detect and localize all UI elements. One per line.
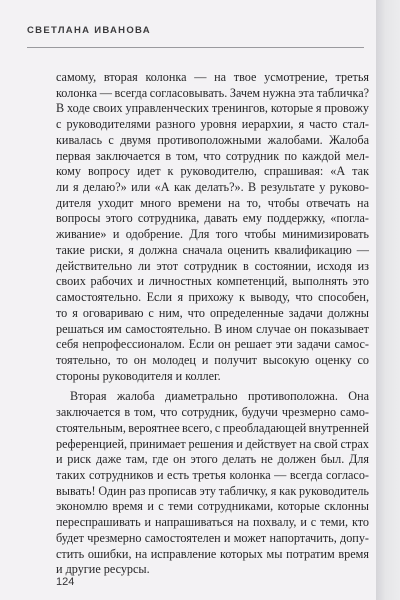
text-line: действительно ли этот сотрудник в состоянии, исходя из [56,258,369,273]
text-line: такие риски, я должна сначала оценить квалификацию — [56,242,369,257]
text-line: переспрашивать и напрашиваться на похвалу, и с теми, кто [56,515,369,530]
page-number: 124 [56,576,75,588]
text-line: и другие ресурсы. [56,562,150,577]
text-line: ли я делаю?» или «А как делать?». В результате у руково- [56,180,369,195]
text-line: стороны руководителя и коллег. [56,368,221,383]
text-line: своих рабочих и личностных компетенций, выполнять это [56,274,369,289]
text-line: В ходе своих управленческих тренингов, которые я провожу [56,101,370,116]
text-line: экономлю время и с теми сотрудниками, которые склонны [56,499,369,514]
text-line: вопросы этого сотрудника, давать ему поддержку, «погла- [56,211,369,226]
text-line: кивалась с двумя противоположными жалобами. Жалоба [56,132,369,147]
text-line: себя непрофессионалом. Если он решает эти задачи самос- [56,337,369,352]
paragraph-1 [56,70,369,384]
header-rule [27,47,364,48]
text-line: первая заключается в том, что сотрудник по каждой мел- [56,148,369,163]
text-line: дителя уходит много времени на то, чтобы отвечать на [56,195,369,210]
text-line: стоятельным, вероятнее всего, с преобладающей внутренней [56,420,370,435]
body-text [56,70,369,578]
text-line: решаться им самостоятельно. В ином случае он показывает [56,321,369,336]
text-line: таких сотрудников и есть третья колонка — всегда согласо- [56,467,369,482]
text-line: то я оговариваю с ним, что определенные задачи должны [56,305,369,320]
paragraph-2 [56,389,369,578]
text-line: будет чрезмерно самостоятелен и может напортачить, допу- [56,530,369,545]
text-line: самому, вторая колонка — на твое усмотрение, третья [56,70,369,84]
text-line: кому вопросу идет к руководителю, спрашивая: «А так [56,164,369,179]
text-line: вывать! Один раз прописав эту табличку, я как руководитель [56,483,369,498]
page-edge-shadow [376,0,400,600]
text-line: стить ошибки, на исправление которых мы потратим время [56,546,369,561]
text-line: референцией, принимает решения и действует на свой страх [56,436,369,451]
running-head-author: СВЕТЛАНА ИВАНОВА [27,25,151,36]
text-line: живание» и одобрение. Для того чтобы минимизировать [56,227,369,242]
text-line: Вторая жалоба диаметрально противоположна. Она [70,389,369,404]
text-line: заключается в том, что сотрудник, будучи чрезмерно само- [56,405,369,420]
text-line: с руководителями разного уровня иерархии, я часто стал- [56,117,369,132]
text-line: самостоятельно. Если я прихожу к выводу, что способен, [56,290,369,305]
text-line: тоятельно, то он молодец и получит высокую оценку со [56,352,369,367]
text-line: колонка — всегда согласовывать. Зачем нужна эта табличка? [56,85,370,100]
text-line: и риск даже там, где он этого делать не должен был. Для [56,452,369,467]
